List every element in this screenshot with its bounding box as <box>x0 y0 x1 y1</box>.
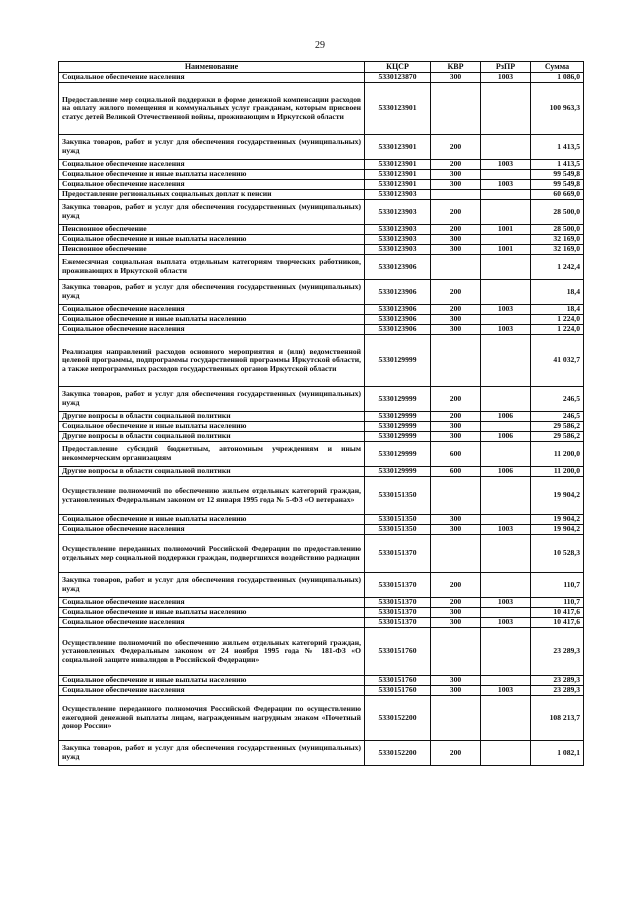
table-row <box>59 535 584 573</box>
cell-kvr <box>431 696 481 741</box>
cell-rz <box>481 608 531 618</box>
cell-kvr: 600 <box>431 442 481 467</box>
cell-rz <box>481 315 531 325</box>
cell-kcsr: 5330152200 <box>365 741 431 766</box>
cell-name: Социальное обеспечение населения <box>59 160 365 170</box>
header-rz: РзПР <box>481 62 531 73</box>
cell-kvr: 300 <box>431 245 481 255</box>
cell-rz <box>481 255 531 280</box>
cell-name: Закупка товаров, работ и услуг для обеспечения государственных (муниципальных) нужд <box>59 135 365 160</box>
cell-kvr <box>431 335 481 387</box>
cell-sum: 1 242,4 <box>531 255 584 280</box>
cell-name: Закупка товаров, работ и услуг для обеспечения государственных (муниципальных) нужд <box>59 387 365 412</box>
cell-name: Социальное обеспечение и иные выплаты населению <box>59 676 365 686</box>
budget-table <box>58 61 584 766</box>
cell-rz <box>481 235 531 245</box>
cell-kcsr: 5330151370 <box>365 535 431 573</box>
cell-name: Другие вопросы в области социальной политики <box>59 467 365 477</box>
cell-kvr <box>431 628 481 676</box>
cell-name: Предоставление субсидий бюджетным, автономным учреждениям и иным некоммерческим организациям <box>59 442 365 467</box>
table-row <box>59 305 584 315</box>
cell-name: Предоставление мер социальной поддержки в форме денежной компенсации расходов на оплату жилого помещения и коммунальных услуг гражданам, которым присвоен статус детей Великой Отечественной войны, проживающим в Иркутской области <box>59 83 365 135</box>
cell-kcsr: 5330123906 <box>365 305 431 315</box>
cell-kvr: 200 <box>431 135 481 160</box>
cell-kcsr: 5330151370 <box>365 598 431 608</box>
cell-name: Реализация направлений расходов основного мероприятия и (или) ведомственной целевой программы, подпрограммы государственной программы Иркутской области, а также непрограммных расходов государственных органов Иркутской области <box>59 335 365 387</box>
cell-kvr: 300 <box>431 73 481 83</box>
cell-kcsr: 5330123906 <box>365 255 431 280</box>
table-row <box>59 180 584 190</box>
table-row <box>59 280 584 305</box>
cell-name: Осуществление полномочий по обеспечению жильем отдельных категорий граждан, установленных Федеральным законом от 12 января 1995 года № 5-ФЗ «О ветеранах» <box>59 477 365 515</box>
cell-sum: 99 549,8 <box>531 180 584 190</box>
cell-kcsr: 5330123903 <box>365 245 431 255</box>
cell-name: Социальное обеспечение населения <box>59 305 365 315</box>
table-row <box>59 686 584 696</box>
cell-kcsr: 5330129999 <box>365 467 431 477</box>
cell-sum: 1 082,1 <box>531 741 584 766</box>
table-row <box>59 255 584 280</box>
cell-sum: 19 904,2 <box>531 477 584 515</box>
cell-name: Пенсионное обеспечение <box>59 245 365 255</box>
cell-kcsr: 5330151350 <box>365 525 431 535</box>
cell-sum: 1 086,0 <box>531 73 584 83</box>
cell-kcsr: 5330151350 <box>365 477 431 515</box>
cell-name: Закупка товаров, работ и услуг для обеспечения государственных (муниципальных) нужд <box>59 200 365 225</box>
cell-kvr <box>431 83 481 135</box>
table-row <box>59 598 584 608</box>
cell-sum: 1 413,5 <box>531 160 584 170</box>
cell-name: Социальное обеспечение населения <box>59 180 365 190</box>
cell-kcsr: 5330123901 <box>365 135 431 160</box>
cell-rz <box>481 573 531 598</box>
cell-kvr: 300 <box>431 608 481 618</box>
cell-kcsr: 5330123901 <box>365 170 431 180</box>
table-row <box>59 200 584 225</box>
cell-sum: 19 904,2 <box>531 525 584 535</box>
table-row <box>59 83 584 135</box>
cell-sum: 10 528,3 <box>531 535 584 573</box>
cell-kvr: 300 <box>431 515 481 525</box>
cell-rz: 1001 <box>481 245 531 255</box>
table-row <box>59 741 584 766</box>
cell-kcsr: 5330151370 <box>365 573 431 598</box>
cell-kvr: 300 <box>431 686 481 696</box>
header-kvr: КВР <box>431 62 481 73</box>
cell-kvr <box>431 535 481 573</box>
cell-sum: 110,7 <box>531 573 584 598</box>
table-row <box>59 467 584 477</box>
cell-sum: 19 904,2 <box>531 515 584 525</box>
table-row <box>59 618 584 628</box>
cell-rz: 1003 <box>481 325 531 335</box>
cell-sum: 11 200,0 <box>531 442 584 467</box>
cell-kcsr: 5330123901 <box>365 83 431 135</box>
table-header-row <box>59 62 584 73</box>
cell-name: Социальное обеспечение населения <box>59 618 365 628</box>
cell-kvr: 300 <box>431 325 481 335</box>
cell-kvr: 200 <box>431 412 481 422</box>
cell-name: Закупка товаров, работ и услуг для обеспечения государственных (муниципальных) нужд <box>59 741 365 766</box>
cell-kvr: 300 <box>431 170 481 180</box>
cell-sum: 100 963,3 <box>531 83 584 135</box>
cell-kcsr: 5330129999 <box>365 387 431 412</box>
cell-rz: 1001 <box>481 225 531 235</box>
cell-kcsr: 5330129999 <box>365 422 431 432</box>
cell-rz <box>481 535 531 573</box>
cell-name: Закупка товаров, работ и услуг для обеспечения государственных (муниципальных) нужд <box>59 573 365 598</box>
cell-kvr: 200 <box>431 598 481 608</box>
cell-kvr: 200 <box>431 741 481 766</box>
table-row <box>59 442 584 467</box>
table-row <box>59 432 584 442</box>
cell-name: Социальное обеспечение и иные выплаты населению <box>59 170 365 180</box>
cell-sum: 10 417,6 <box>531 618 584 628</box>
table-row <box>59 245 584 255</box>
cell-name: Закупка товаров, работ и услуг для обеспечения государственных (муниципальных) нужд <box>59 280 365 305</box>
cell-rz: 1003 <box>481 160 531 170</box>
table-row <box>59 135 584 160</box>
cell-rz <box>481 170 531 180</box>
cell-kcsr: 5330129999 <box>365 335 431 387</box>
cell-rz <box>481 676 531 686</box>
cell-name: Осуществление полномочий по обеспечению жильем отдельных категорий граждан, установленных Федеральным законом от 24 ноября 1995 года № 181-ФЗ «О социальной защите инвалидов в Российской Федерации» <box>59 628 365 676</box>
cell-kvr: 200 <box>431 225 481 235</box>
cell-sum: 28 500,0 <box>531 225 584 235</box>
table-row <box>59 170 584 180</box>
table-row <box>59 515 584 525</box>
cell-sum: 41 032,7 <box>531 335 584 387</box>
cell-name: Ежемесячная социальная выплата отдельным категориям творческих работников, проживающих в Иркутской области <box>59 255 365 280</box>
table-row <box>59 387 584 412</box>
cell-rz: 1003 <box>481 305 531 315</box>
cell-kvr: 300 <box>431 315 481 325</box>
cell-kcsr: 5330123903 <box>365 200 431 225</box>
cell-rz: 1006 <box>481 412 531 422</box>
cell-name: Социальное обеспечение населения <box>59 686 365 696</box>
cell-kcsr: 5330123903 <box>365 190 431 200</box>
cell-sum: 1 413,5 <box>531 135 584 160</box>
cell-kcsr: 5330151370 <box>365 618 431 628</box>
cell-kcsr: 5330123906 <box>365 325 431 335</box>
cell-rz <box>481 422 531 432</box>
cell-rz <box>481 280 531 305</box>
cell-sum: 246,5 <box>531 412 584 422</box>
cell-kvr: 200 <box>431 387 481 412</box>
cell-rz <box>481 335 531 387</box>
table-row <box>59 696 584 741</box>
cell-kvr: 300 <box>431 676 481 686</box>
cell-kvr: 300 <box>431 180 481 190</box>
cell-kcsr: 5330123901 <box>365 180 431 190</box>
cell-sum: 60 669,0 <box>531 190 584 200</box>
cell-rz <box>481 83 531 135</box>
cell-rz <box>481 442 531 467</box>
table-row <box>59 325 584 335</box>
cell-kvr: 300 <box>431 618 481 628</box>
cell-name: Социальное обеспечение и иные выплаты населению <box>59 422 365 432</box>
table-row <box>59 335 584 387</box>
cell-kvr: 200 <box>431 573 481 598</box>
cell-rz <box>481 477 531 515</box>
cell-kvr: 200 <box>431 305 481 315</box>
cell-name: Социальное обеспечение населения <box>59 73 365 83</box>
cell-kcsr: 5330129999 <box>365 442 431 467</box>
table-row <box>59 235 584 245</box>
cell-kvr: 300 <box>431 432 481 442</box>
cell-kcsr: 5330151760 <box>365 676 431 686</box>
page-number: 29 <box>315 40 325 51</box>
cell-rz <box>481 628 531 676</box>
table-row <box>59 628 584 676</box>
cell-kcsr: 5330123870 <box>365 73 431 83</box>
cell-name: Социальное обеспечение населения <box>59 325 365 335</box>
cell-kvr <box>431 477 481 515</box>
cell-rz: 1006 <box>481 432 531 442</box>
cell-sum: 99 549,8 <box>531 170 584 180</box>
cell-rz: 1003 <box>481 618 531 628</box>
cell-name: Пенсионное обеспечение <box>59 225 365 235</box>
cell-name: Другие вопросы в области социальной политики <box>59 432 365 442</box>
cell-name: Социальное обеспечение населения <box>59 525 365 535</box>
header-sum: Сумма <box>531 62 584 73</box>
cell-kcsr: 5330123906 <box>365 315 431 325</box>
cell-rz <box>481 190 531 200</box>
cell-sum: 32 169,0 <box>531 235 584 245</box>
table-row <box>59 190 584 200</box>
cell-kvr: 300 <box>431 525 481 535</box>
cell-sum: 23 289,3 <box>531 676 584 686</box>
cell-kcsr: 5330151760 <box>365 628 431 676</box>
cell-kvr: 200 <box>431 280 481 305</box>
cell-sum: 18,4 <box>531 305 584 315</box>
cell-sum: 1 224,0 <box>531 325 584 335</box>
table-row <box>59 422 584 432</box>
cell-rz: 1006 <box>481 467 531 477</box>
cell-rz <box>481 696 531 741</box>
cell-rz: 1003 <box>481 180 531 190</box>
cell-kvr: 300 <box>431 422 481 432</box>
cell-sum: 23 289,3 <box>531 686 584 696</box>
table-body <box>59 73 584 766</box>
cell-sum: 108 213,7 <box>531 696 584 741</box>
cell-kvr: 600 <box>431 467 481 477</box>
header-kcsr: КЦСР <box>365 62 431 73</box>
cell-name: Осуществление переданных полномочий Российской Федерации по предоставлению отдельных мер социальной поддержки граждан, подвергшихся воздействию радиации <box>59 535 365 573</box>
cell-sum: 29 586,2 <box>531 422 584 432</box>
cell-kcsr: 5330129999 <box>365 412 431 422</box>
table-row <box>59 315 584 325</box>
cell-sum: 29 586,2 <box>531 432 584 442</box>
table-row <box>59 573 584 598</box>
cell-kcsr: 5330151350 <box>365 515 431 525</box>
table-row <box>59 73 584 83</box>
cell-kcsr: 5330151760 <box>365 686 431 696</box>
table-row <box>59 525 584 535</box>
cell-rz: 1003 <box>481 525 531 535</box>
cell-kcsr: 5330123901 <box>365 160 431 170</box>
table-row <box>59 676 584 686</box>
cell-rz <box>481 741 531 766</box>
table-row <box>59 160 584 170</box>
cell-name: Социальное обеспечение и иные выплаты населению <box>59 515 365 525</box>
cell-name: Социальное обеспечение и иные выплаты населению <box>59 235 365 245</box>
cell-sum: 10 417,6 <box>531 608 584 618</box>
cell-kvr: 300 <box>431 235 481 245</box>
cell-rz <box>481 200 531 225</box>
cell-sum: 23 289,3 <box>531 628 584 676</box>
cell-kcsr: 5330123903 <box>365 225 431 235</box>
cell-kcsr: 5330151370 <box>365 608 431 618</box>
cell-kcsr: 5330129999 <box>365 432 431 442</box>
cell-name: Социальное обеспечение и иные выплаты населению <box>59 608 365 618</box>
cell-name: Социальное обеспечение и иные выплаты населению <box>59 315 365 325</box>
cell-kvr <box>431 255 481 280</box>
cell-rz <box>481 515 531 525</box>
cell-kvr <box>431 190 481 200</box>
cell-sum: 110,7 <box>531 598 584 608</box>
cell-sum: 11 200,0 <box>531 467 584 477</box>
cell-kcsr: 5330152200 <box>365 696 431 741</box>
cell-sum: 28 500,0 <box>531 200 584 225</box>
cell-rz: 1003 <box>481 598 531 608</box>
cell-sum: 18,4 <box>531 280 584 305</box>
cell-rz <box>481 387 531 412</box>
cell-name: Предоставление региональных социальных доплат к пенсии <box>59 190 365 200</box>
cell-sum: 32 169,0 <box>531 245 584 255</box>
cell-kvr: 200 <box>431 200 481 225</box>
cell-rz <box>481 135 531 160</box>
cell-kcsr: 5330123906 <box>365 280 431 305</box>
table-row <box>59 225 584 235</box>
cell-sum: 1 224,0 <box>531 315 584 325</box>
table-row <box>59 412 584 422</box>
table-row <box>59 477 584 515</box>
cell-kvr: 200 <box>431 160 481 170</box>
header-name: Наименование <box>59 62 365 73</box>
cell-name: Социальное обеспечение населения <box>59 598 365 608</box>
cell-rz: 1003 <box>481 686 531 696</box>
table-row <box>59 608 584 618</box>
cell-sum: 246,5 <box>531 387 584 412</box>
cell-name: Другие вопросы в области социальной политики <box>59 412 365 422</box>
cell-kcsr: 5330123903 <box>365 235 431 245</box>
cell-rz: 1003 <box>481 73 531 83</box>
cell-name: Осуществление переданного полномочия Российской Федерации по осуществлению ежегодной денежной выплаты лицам, награжденным нагрудным знаком «Почетный донор России» <box>59 696 365 741</box>
